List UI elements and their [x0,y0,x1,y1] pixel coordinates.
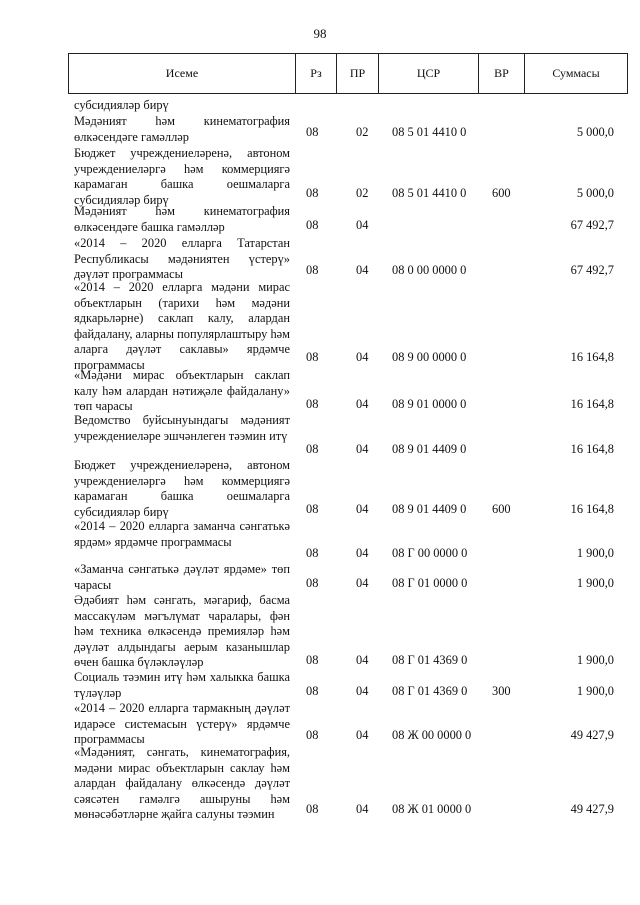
row-rz: 08 [306,684,319,698]
row-name: «Заманча сәнгатькә дәүләт ярдәме» төп чарасы [74,562,290,592]
row-sum: 49 427,9 [570,728,614,742]
header-sum: Суммасы [552,66,600,80]
row-csr: 08 9 01 4409 0 [392,442,467,456]
row-name: Социаль тәэмин итү һәм халыкка башка түләүләр [74,670,290,700]
row-name: «2014 – 2020 елларга мәдәни мирас объектларын (тарихи һәм мәдәни ядкарьләрне) саклап калу, алардан файдалану, аларны популярлаштыру һәм аларга дәүләт саклавы» ярдәмче программасы [74,280,290,372]
row-rz: 08 [306,653,319,667]
row-csr: 08 Ж 01 0000 0 [392,802,472,816]
header-csr: ЦСР [379,54,479,93]
row-name: Әдәбият һәм сәнгать, мәгариф, басма массакүләм мәгълүмат чаралары, фән һәм техника өлкәсендә премияләр һәм дәүләт алдындагы аерым казанышлар өчен башка бүләкләүләр [74,593,290,669]
header-name: Исеме [69,54,296,93]
row-sum: 5 000,0 [576,125,614,139]
row-sum: 1 900,0 [576,684,614,698]
row-pr: 04 [356,397,369,411]
row-name: Бюджет учреждениеләренә, автоном учреждениеләргә һәм коммерциягә карамаган башка оешмаларга субсидияләр бирү [74,146,290,207]
row-sum: 67 492,7 [570,263,614,277]
row-rz: 08 [306,397,319,411]
row-rz: 08 [306,186,319,200]
row-csr: 08 9 01 4409 0 [392,502,467,516]
row-csr: 08 Ж 00 0000 0 [392,728,472,742]
row-rz: 08 [306,576,319,590]
row-csr: 08 9 01 0000 0 [392,397,467,411]
row-pr: 04 [356,728,369,742]
row-pr: 04 [356,350,369,364]
row-name: «2014 – 2020 елларга заманча сәнгатькә ярдәм» ярдәмче программасы [74,519,290,549]
row-rz: 08 [306,802,319,816]
row-pr: 04 [356,802,369,816]
row-rz: 08 [306,728,319,742]
row-name: Мәдәният һәм кинематография өлкәсендәге башка гамәлләр [74,204,290,234]
row-csr: 08 9 00 0000 0 [392,350,467,364]
row-vr: 600 [492,186,511,200]
page-number: 98 [313,26,327,41]
row-rz: 08 [306,502,319,516]
row-name: «2014 – 2020 елларга тармакның дәүләт идарәсе системасын үстерү» ярдәмче программасы [74,701,290,746]
row-csr: 08 Г 01 4369 0 [392,684,468,698]
row-sum: 16 164,8 [570,350,614,364]
row-name: «2014 – 2020 елларга Татарстан Республикасы мәдәниятен үстерү» дәүләт программасы [74,236,290,281]
row-pr: 04 [356,684,369,698]
row-csr: 08 5 01 4410 0 [392,186,467,200]
row-rz: 08 [306,350,319,364]
row-csr: 08 5 01 4410 0 [392,125,467,139]
table-header [68,53,628,94]
row-rz: 08 [306,546,319,560]
row-rz: 08 [306,218,319,232]
row-vr: 600 [492,502,511,516]
row-csr: 08 Г 01 4369 0 [392,653,468,667]
row-sum: 16 164,8 [570,397,614,411]
row-name: «Мәдәни мирас объектларын саклап калу һәм алардан нәтиҗәле файдалану» төп чарасы [74,368,290,413]
row-pr: 04 [356,576,369,590]
row-csr: 08 0 00 0000 0 [392,263,467,277]
row-sum: 16 164,8 [570,502,614,516]
row-csr: 08 Г 00 0000 0 [392,546,468,560]
row-csr: 08 Г 01 0000 0 [392,576,468,590]
row-pr: 02 [356,125,369,139]
row-sum: 5 000,0 [576,186,614,200]
row-sum: 1 900,0 [576,653,614,667]
row-sum: 49 427,9 [570,802,614,816]
row-vr: 300 [492,684,511,698]
row-name: субсидияләр бирү [74,98,169,112]
row-rz: 08 [306,263,319,277]
row-pr: 04 [356,218,369,232]
row-sum: 1 900,0 [576,576,614,590]
header-rz: Рз [296,54,337,93]
row-pr: 04 [356,502,369,516]
header-vr: ВР [479,54,525,93]
row-rz: 08 [306,125,319,139]
row-sum: 1 900,0 [576,546,614,560]
row-name: Бюджет учреждениеләренә, автоном учреждениеләргә һәм коммерциягә карамаган башка оешмаларга субсидияләр бирү [74,458,290,519]
row-rz: 08 [306,442,319,456]
row-name: «Мәдәният, сәнгать, кинематография, мәдәни мирас объектларын саклау һәм алардан файдалану өлкәсендә дәүләт сәясәтен гамәлгә ашыруны һәм мөнәсәбәтләрне җайга салуны тәэмин [74,745,290,821]
row-sum: 16 164,8 [570,442,614,456]
row-pr: 04 [356,442,369,456]
row-name: Мәдәният һәм кинематография өлкәсендәге гамәлләр [74,114,290,144]
row-sum: 67 492,7 [570,218,614,232]
row-pr: 02 [356,186,369,200]
header-pr: ПР [337,54,379,93]
row-pr: 04 [356,653,369,667]
row-name: Ведомство буйсынуындагы мәдәният учреждениеләре эшчәнлеген тәэмин итү [74,413,290,443]
row-pr: 04 [356,263,369,277]
row-pr: 04 [356,546,369,560]
